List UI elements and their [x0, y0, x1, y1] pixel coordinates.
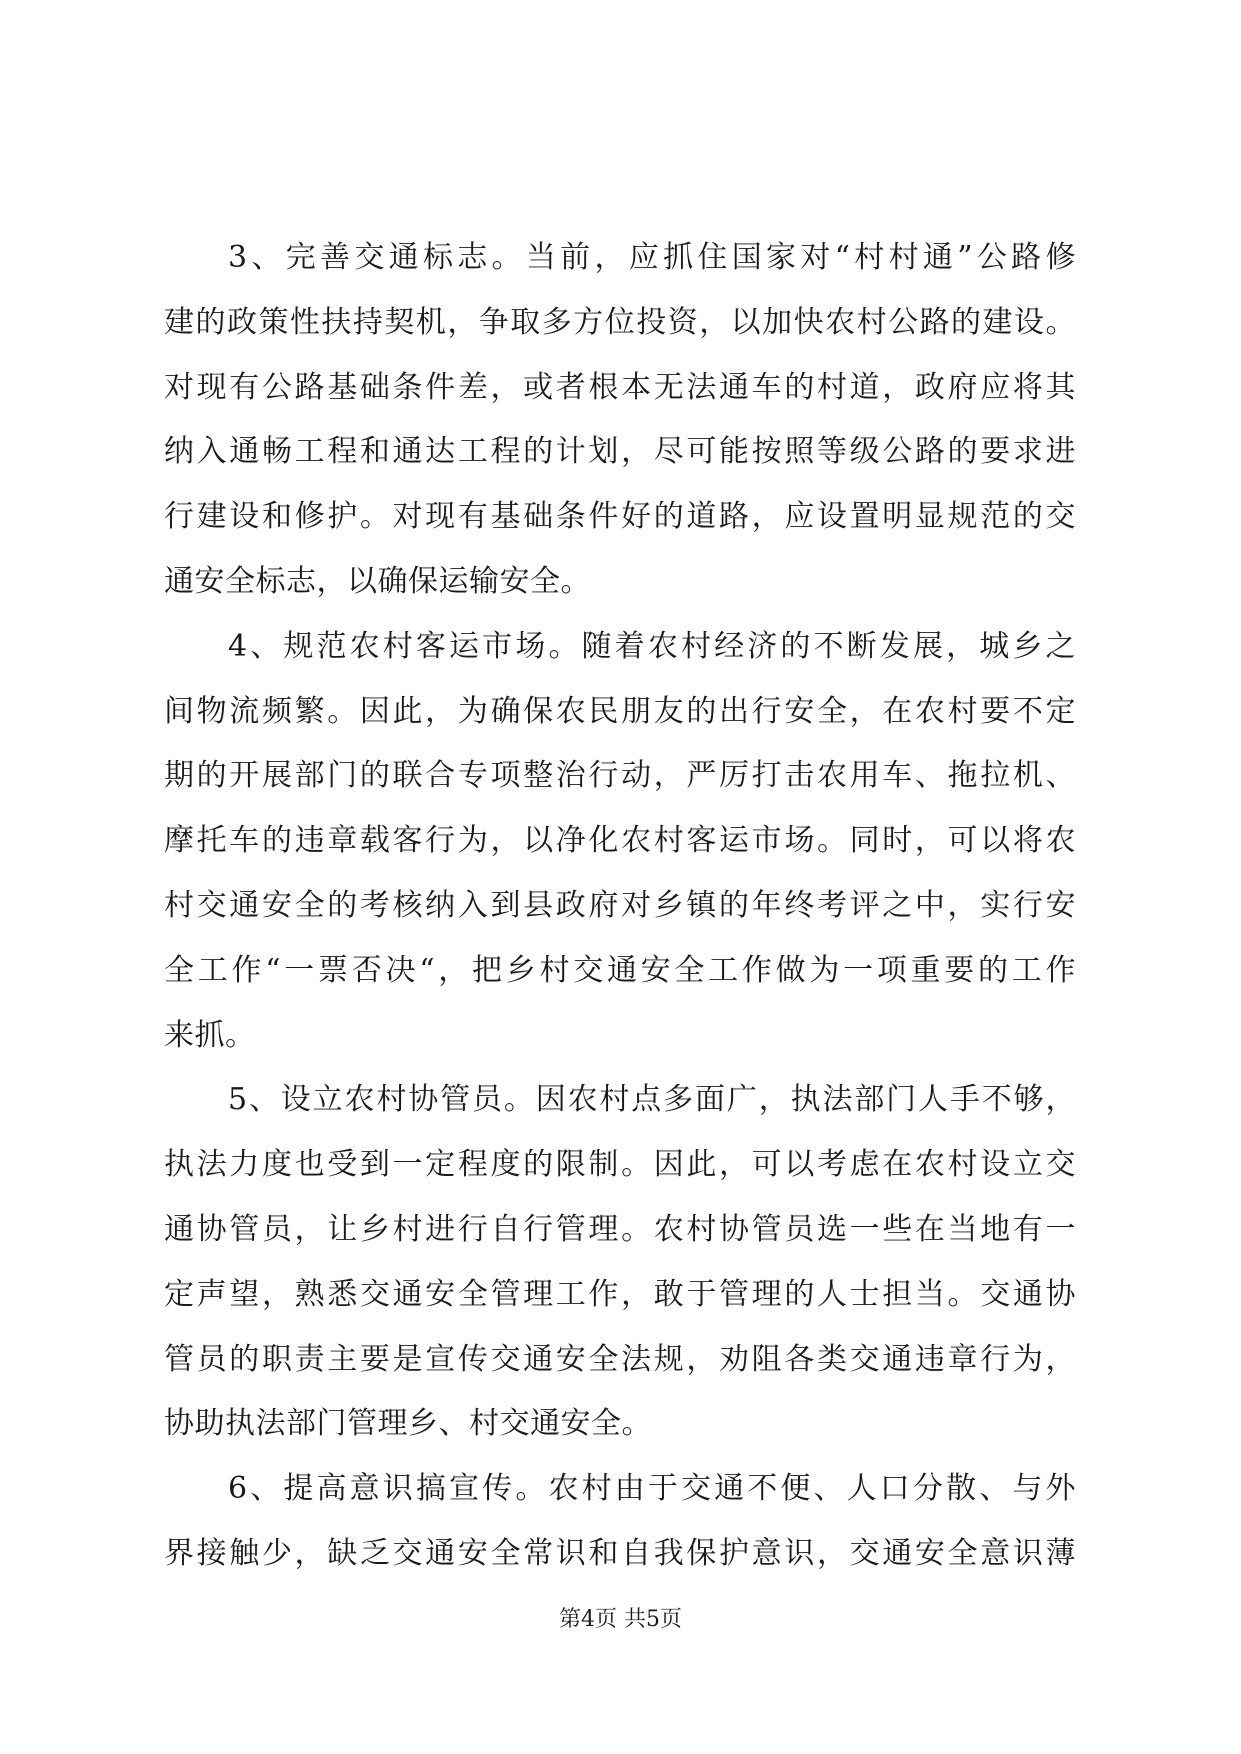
- paragraph-5-line-6: 协助执法部门管理乡、村交通安全。: [164, 1406, 652, 1442]
- paragraph-5-line-4: 定声望，熟悉交通安全管理工作，敢于管理的人士担当。交通协: [164, 1276, 1076, 1312]
- paragraph-5-line-2: 执法力度也受到一定程度的限制。因此，可以考虑在农村设立交: [164, 1147, 1076, 1183]
- paragraph-3-line-2: 建的政策性扶持契机，争取多方位投资，以加快农村公路的建设。: [164, 304, 1076, 340]
- paragraph-6-line-1: 6、提高意识搞宣传。农村由于交通不便、人口分散、与外: [228, 1471, 1076, 1507]
- paragraph-5-line-1: 5、设立农村协管员。因农村点多面广，执法部门人手不够，: [228, 1082, 1076, 1118]
- page-footer: [0, 1605, 1241, 1635]
- paragraph-4-line-2: 间物流频繁。因此，为确保农民朋友的出行安全，在农村要不定: [164, 693, 1076, 729]
- paragraph-4-line-1: 4、规范农村客运市场。随着农村经济的不断发展，城乡之: [228, 628, 1076, 664]
- paragraph-3-line-5: 行建设和修护。对现有基础条件好的道路，应设置明显规范的交: [164, 499, 1076, 535]
- paragraph-3-line-6: 通安全标志，以确保运输安全。: [164, 563, 591, 599]
- paragraph-3-line-1: 3、完善交通标志。当前，应抓住国家对“村村通”公路修: [228, 240, 1076, 275]
- paragraph-4-line-7: 来抓。: [164, 1017, 256, 1053]
- paragraph-5-line-5: 管员的职责主要是宣传交通安全法规，劝阻各类交通违章行为，: [164, 1341, 1076, 1377]
- paragraph-4-line-6: 全工作“一票否决“，把乡村交通安全工作做为一项重要的工作: [164, 952, 1076, 988]
- paragraph-3-line-4: 纳入通畅工程和通达工程的计划，尽可能按照等级公路的要求进: [164, 434, 1076, 470]
- document-body: [164, 226, 1076, 1587]
- paragraph-6-line-2: 界接触少，缺乏交通安全常识和自我保护意识，交通安全意识薄: [164, 1535, 1076, 1571]
- page-number: 第4页 共5页: [559, 1607, 682, 1632]
- paragraph-3-line-3: 对现有公路基础条件差，或者根本无法通车的村道，政府应将其: [164, 369, 1076, 405]
- paragraph-4-line-3: 期的开展部门的联合专项整治行动，严厉打击农用车、拖拉机、: [164, 758, 1076, 794]
- paragraph-4-line-5: 村交通安全的考核纳入到县政府对乡镇的年终考评之中，实行安: [164, 887, 1076, 923]
- paragraph-5-line-3: 通协管员，让乡村进行自行管理。农村协管员选一些在当地有一: [164, 1211, 1076, 1247]
- paragraph-4-line-4: 摩托车的违章载客行为，以净化农村客运市场。同时，可以将农: [164, 823, 1076, 859]
